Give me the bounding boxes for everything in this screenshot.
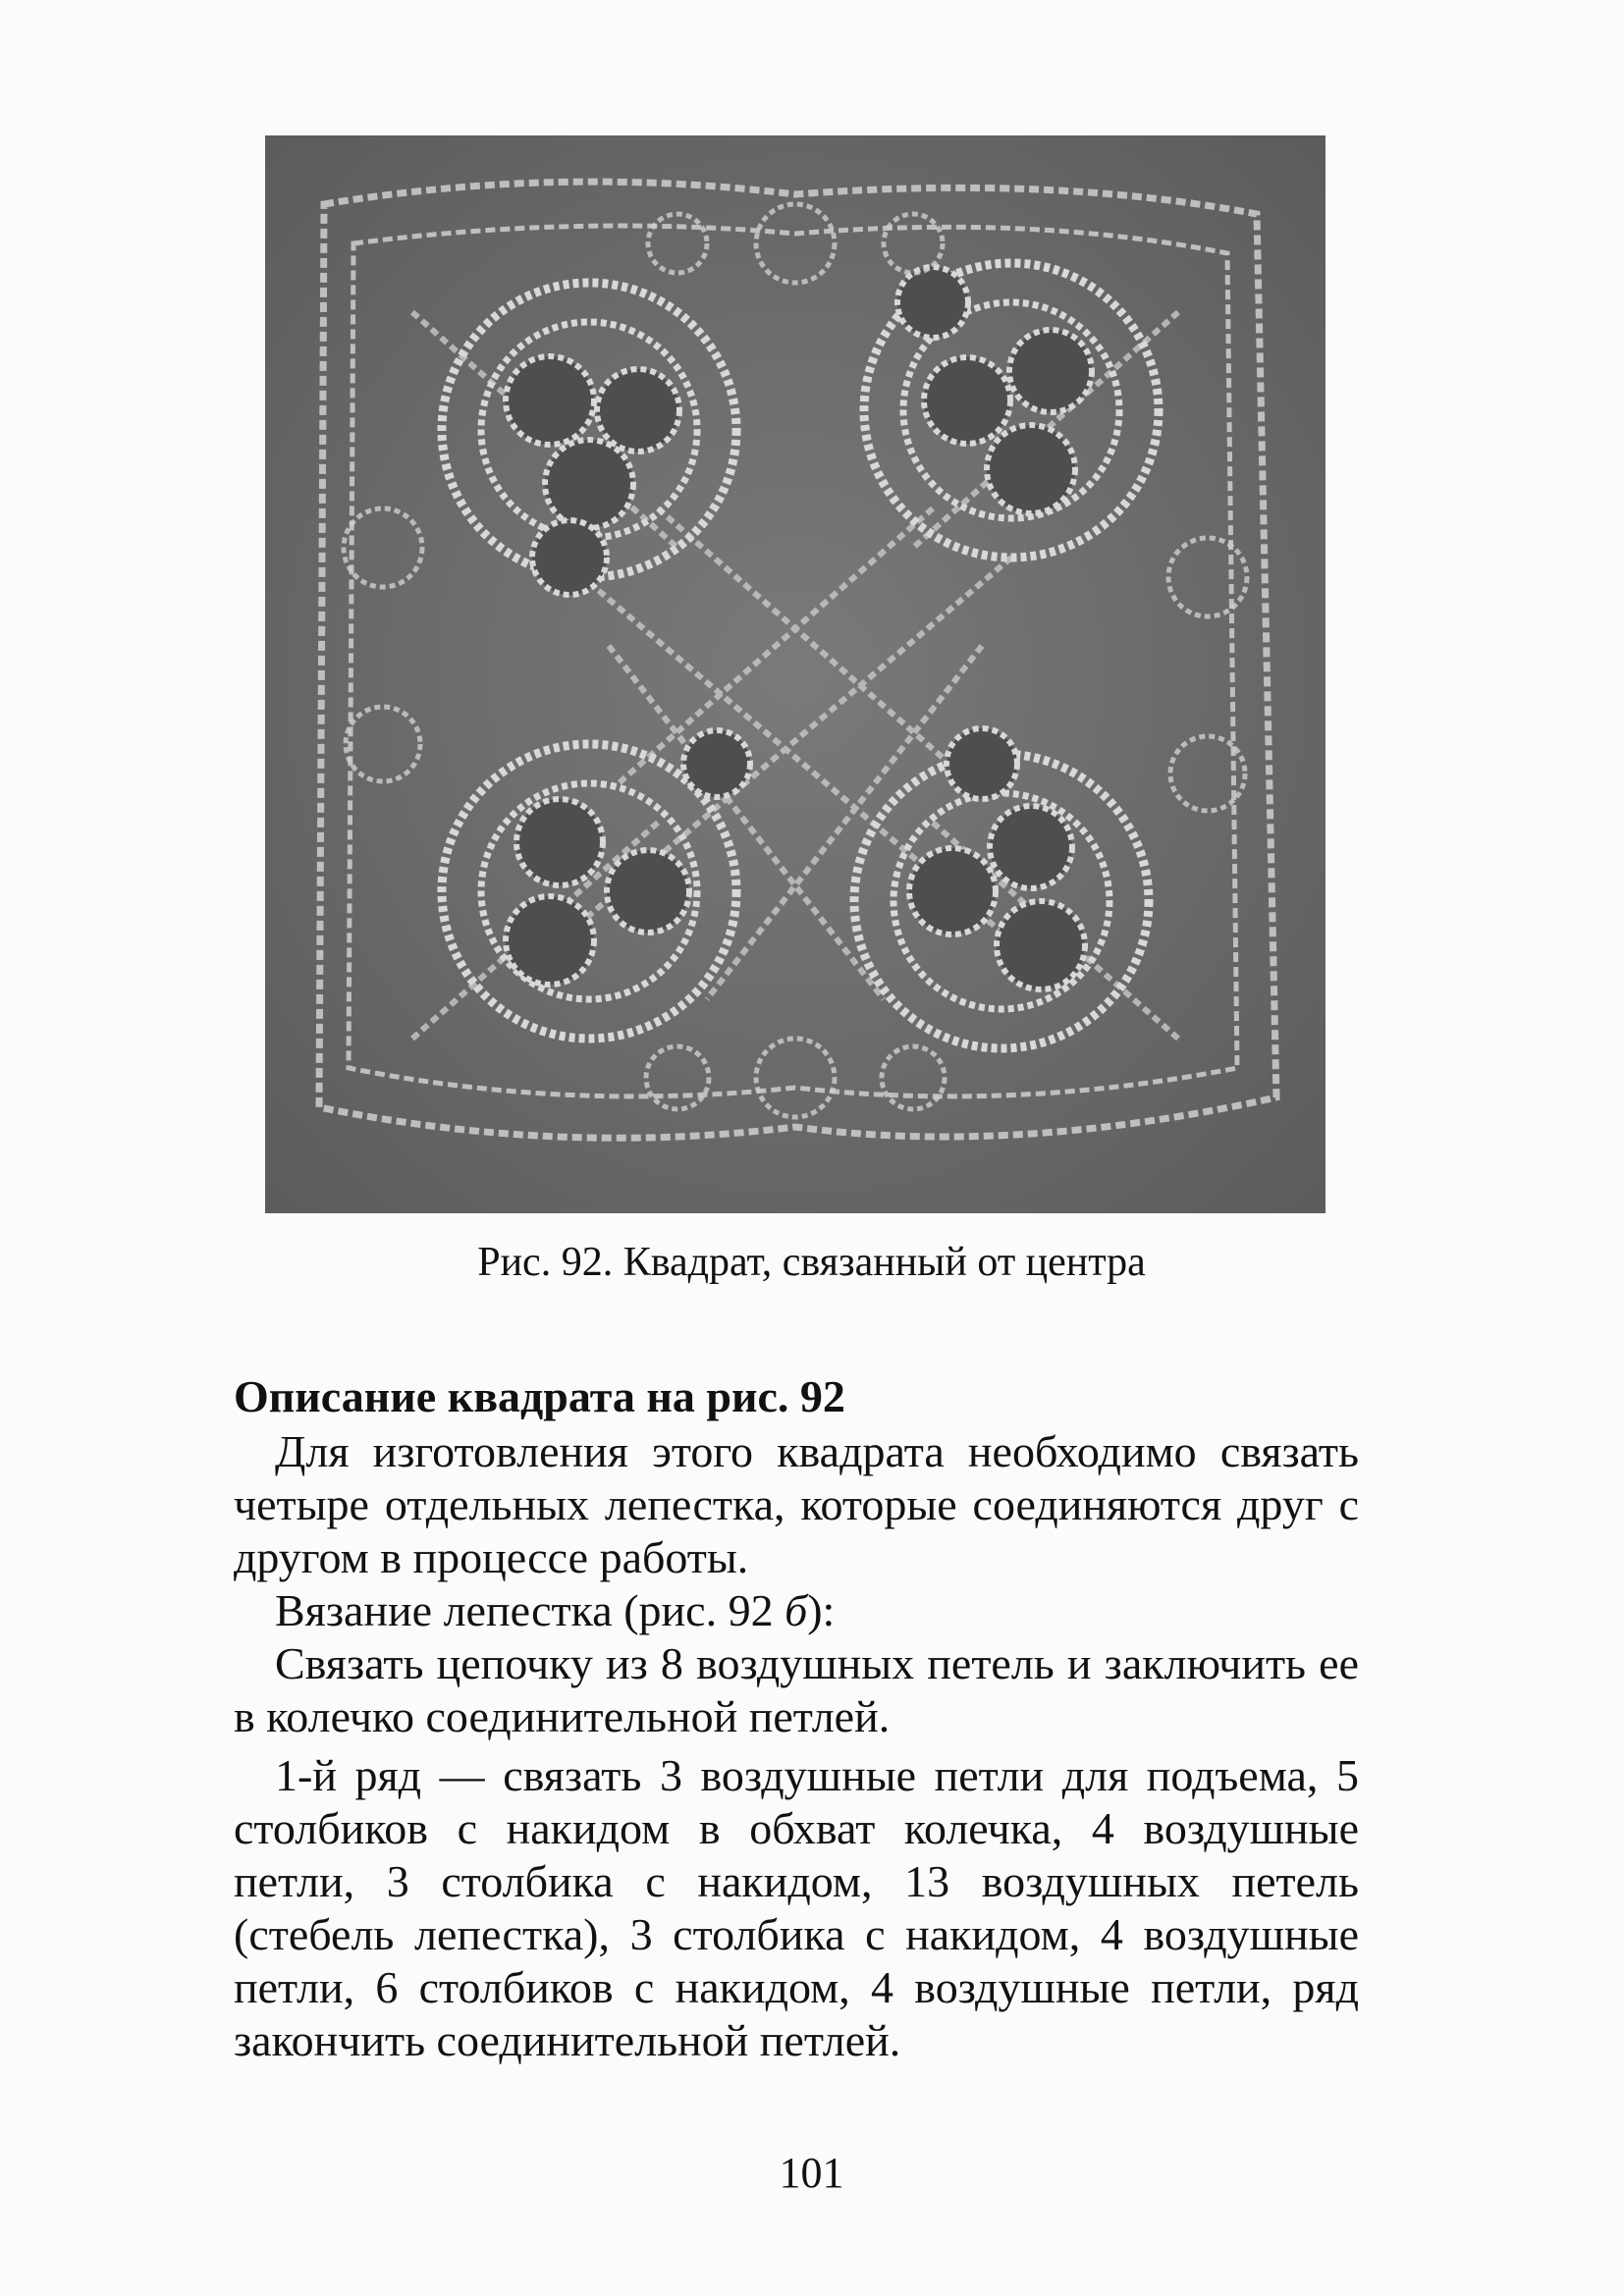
figure-photo	[265, 135, 1325, 1213]
paragraph-intro: Для изготовления этого квадрата необходимо связать четыре отдельных лепестка, которые соединяются друг с другом в процессе работы.	[234, 1426, 1359, 1582]
figure-caption: Рис. 92. Квадрат, связанный от центра	[477, 1240, 1146, 1285]
petal-title-prefix: Вязание лепестка (рис. 92	[275, 1585, 785, 1635]
section-heading: Описание квадрата на рис. 92	[234, 1371, 845, 1421]
paragraph-petal-title	[234, 1584, 1359, 1637]
page-number: 101	[779, 2149, 844, 2197]
petal-title-suffix: ):	[807, 1585, 836, 1635]
petal-title-italic: б	[784, 1585, 808, 1635]
paragraph-chain: Связать цепочку из 8 воздушных петель и заключить ее в колечко соединительной петлей.	[234, 1638, 1359, 1741]
crochet-square-image	[265, 135, 1325, 1213]
paragraph-row-1: 1-й ряд — связать 3 воздушные петли для подъема, 5 столбиков с накидом в обхват колечка, 4 воздушные петли, 3 столбика с накидом, 13 воздушных петель (стебель лепестка), 3 столбика с накидом, 4 воздушные петли, 6 столбиков с накидом, 4 воздушные петли, ряд закончить соединительной петлей.	[234, 1750, 1359, 2065]
description-section	[234, 1370, 1359, 2067]
